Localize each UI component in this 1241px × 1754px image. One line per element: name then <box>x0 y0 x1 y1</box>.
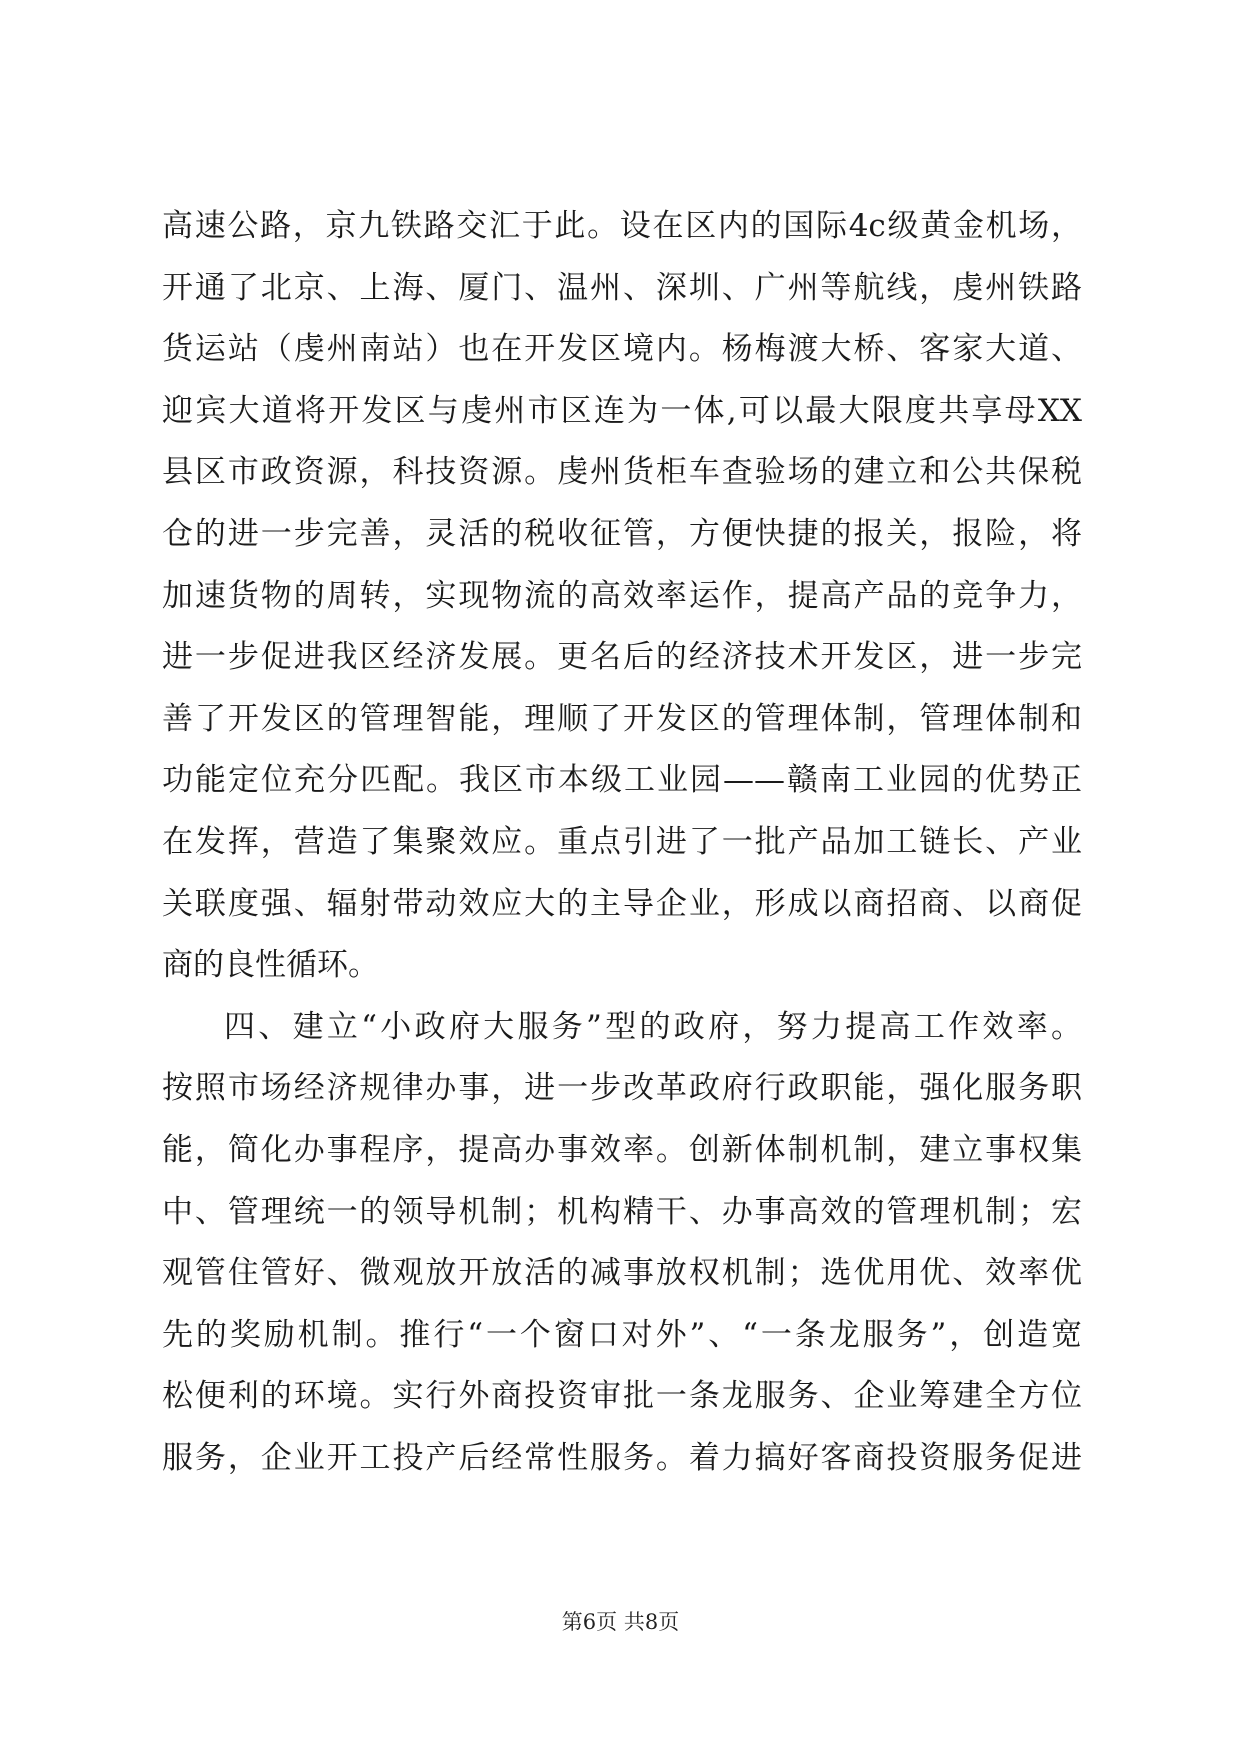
text-line: 能，简化办事程序，提高办事效率。创新体制机制，建立事权集 <box>162 1131 1082 1168</box>
text-line: 先的奖励机制。推行“一个窗口对外”、“一条龙服务”，创造宽 <box>162 1316 1082 1353</box>
text-line: 功能定位充分匹配。我区市本级工业园——赣南工业园的优势正 <box>162 762 1082 799</box>
text-line: 县区市政资源，科技资源。虔州货柜车查验场的建立和公共保税 <box>162 454 1082 491</box>
text-line: 中、管理统一的领导机制；机构精干、办事高效的管理机制；宏 <box>162 1193 1082 1230</box>
text-line: 开通了北京、上海、厦门、温州、深圳、广州等航线，虔州铁路 <box>162 269 1082 306</box>
text-line: 仓的进一步完善，灵活的税收征管，方便快捷的报关，报险，将 <box>162 515 1082 552</box>
text-line: 松便利的环境。实行外商投资审批一条龙服务、企业筹建全方位 <box>162 1378 1082 1415</box>
text-line: 高速公路，京九铁路交汇于此。设在区内的国际4c级黄金机场， <box>162 208 1082 244</box>
text-line: 善了开发区的管理智能，理顺了开发区的管理体制，管理体制和 <box>162 700 1082 737</box>
text-line: 进一步促进我区经济发展。更名后的经济技术开发区，进一步完 <box>162 639 1082 676</box>
page-number-footer: 第6页 共8页 <box>561 1610 680 1634</box>
section-heading-line: 四、建立“小政府大服务”型的政府，努力提高工作效率。 <box>224 1008 1082 1045</box>
text-line: 货运站（虔州南站）也在开发区境内。杨梅渡大桥、客家大道、 <box>162 331 1082 368</box>
text-line: 迎宾大道将开发区与虔州市区连为一体,可以最大限度共享母XX <box>162 392 1082 429</box>
text-line: 商的良性循环。 <box>162 947 379 984</box>
text-line: 服务，企业开工投产后经常性服务。着力搞好客商投资服务促进 <box>162 1439 1082 1476</box>
text-line: 观管住管好、微观放开放活的减事放权机制；选优用优、效率优 <box>162 1255 1082 1292</box>
text-line: 按照市场经济规律办事，进一步改革政府行政职能，强化服务职 <box>162 1070 1082 1107</box>
text-line: 关联度强、辐射带动效应大的主导企业，形成以商招商、以商促 <box>162 885 1082 922</box>
body-text <box>162 196 1082 1489</box>
text-line: 在发挥，营造了集聚效应。重点引进了一批产品加工链长、产业 <box>162 823 1082 860</box>
text-line: 加速货物的周转，实现物流的高效率运作，提高产品的竞争力， <box>162 577 1082 614</box>
